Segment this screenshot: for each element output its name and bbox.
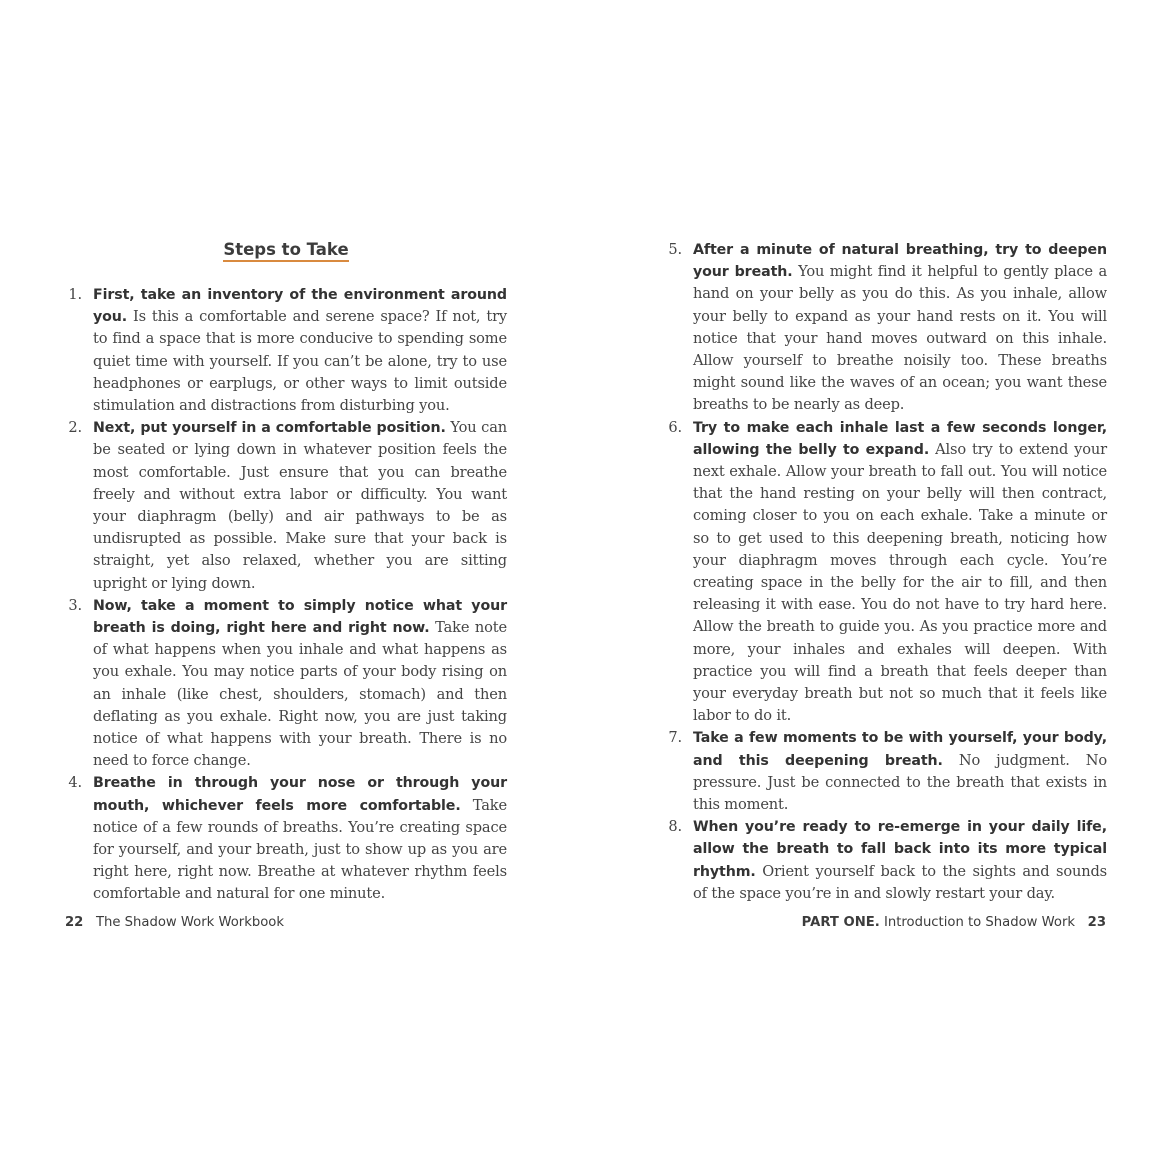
- step-number: 2.: [68, 419, 82, 437]
- step-number: 1.: [68, 286, 82, 303]
- step-item: [665, 816, 1107, 905]
- step-item: [65, 284, 507, 417]
- step-number: 4.: [68, 774, 82, 792]
- step-lead: After a minute of natural breathing, try to deepen your breath.: [693, 242, 1107, 281]
- step-lead: Try to make each inhale last a few seconds longer, allowing the belly to expand.: [693, 419, 1107, 458]
- section-heading-text: Steps to Take: [223, 240, 348, 262]
- step-lead: First, take an inventory of the environment around you.: [93, 287, 507, 326]
- step-text: You might find it helpful to gently place a hand on your belly as you do this. As you inhale, allow your belly to expand as your hand rests on it. You will notice that your hand moves outward on this inhale. Allow yourself to breathe noisily too. These breaths might sound like the waves of an ocean; you want these breaths to be nearly as deep.: [693, 263, 1107, 414]
- step-lead: Take a few moments to be with yourself, your body, and this deepening breath.: [693, 730, 1107, 769]
- step-number: 3.: [68, 596, 82, 614]
- right-page: [665, 0, 1107, 1173]
- part-label: PART ONE.: [801, 915, 880, 930]
- step-item: [665, 727, 1107, 816]
- page-number: 23: [1087, 915, 1106, 930]
- step-text: Also try to extend your next exhale. Allow your breath to fall out. You will notice that the hand resting on your belly will then contract, coming closer to you on each exhale. Take a minute or so to get used to this deepening breath, noticing how your diaphragm moves through each cycle. You’re creating space in the belly for the air to fill, and then releasing it with ease. You do not have to try hard here. Allow the breath to guide you. As you practice more and more, your inhales and exhales will deepen. With practice you will find a breath that feels deeper than your everyday breath but not so much that it feels like labor to do it.: [693, 440, 1107, 725]
- section-heading: [65, 240, 507, 262]
- steps-list-right: [665, 239, 1107, 905]
- right-page-footer: [802, 915, 1106, 930]
- step-number: 5.: [668, 241, 682, 258]
- step-text: No judgment. No pressure. Just be connected to the breath that exists in this moment.: [693, 751, 1107, 814]
- step-lead: Next, put yourself in a comfortable position.: [93, 420, 446, 437]
- step-text: Take note of what happens when you inhale and what happens as you exhale. You may notice parts of your body rising on an inhale (like chest, shoulders, stomach) and then deflating as you exhale. Right now, you are just taking notice of what happens with your breath. There is no need to force change.: [93, 619, 508, 770]
- step-item: [665, 417, 1107, 728]
- step-lead: When you’re ready to re-emerge in your daily life, allow the breath to fall back into its more typical rhythm.: [693, 819, 1107, 880]
- page-number: 22: [65, 915, 84, 930]
- book-title: The Shadow Work Workbook: [95, 915, 285, 930]
- step-text: Orient yourself back to the sights and sounds of the space you’re in and slowly restart your day.: [693, 862, 1107, 902]
- section-title: Introduction to Shadow Work: [883, 915, 1076, 930]
- left-page-footer: [65, 915, 284, 930]
- step-item: [665, 239, 1107, 417]
- step-text: You can be seated or lying down in whatever position feels the most comfortable. Just ensure that you can breathe freely and without extra labor or difficulty. You want your diaphragm (belly) and air pathways to be as undisrupted as possible. Make sure that your back is straight, yet also relaxed, whether you are sitting upright or lying down.: [93, 419, 508, 592]
- step-number: 6.: [668, 418, 682, 436]
- step-number: 7.: [668, 729, 682, 747]
- step-number: 8.: [668, 818, 682, 836]
- step-text: Is this a comfortable and serene space? If not, try to find a space that is more conducive to spending some quiet time with yourself. If you can’t be alone, try to use headphones or earplugs, or other ways to limit outside stimulation and distractions from disturbing you.: [93, 308, 507, 415]
- left-page: [65, 0, 507, 1173]
- step-text: Take notice of a few rounds of breaths. You’re creating space for yourself, and your breath, just to show up as you are right here, right now. Breathe at whatever rhythm feels comfortable and natural for one minute.: [93, 796, 507, 903]
- step-item: [65, 417, 507, 595]
- step-item: [65, 595, 507, 773]
- step-lead: Now, take a moment to simply notice what your breath is doing, right here and right now.: [93, 597, 507, 637]
- steps-list-left: [65, 284, 507, 906]
- step-item: [65, 772, 507, 905]
- step-lead: Breathe in through your nose or through your mouth, whichever feels more comfortable.: [93, 775, 507, 814]
